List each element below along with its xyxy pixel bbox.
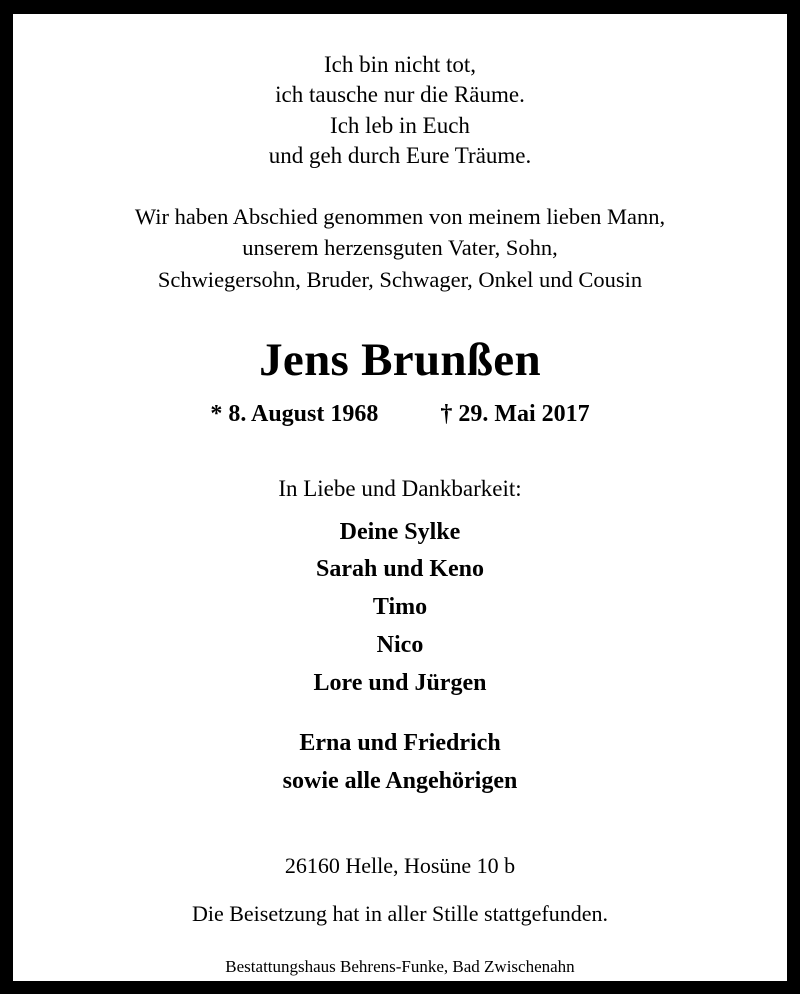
list-item: sowie alle Angehörigen xyxy=(282,768,518,795)
list-item: Sarah und Keno xyxy=(315,556,485,583)
poem-line-4: und geh durch Eure Träume. xyxy=(268,143,532,169)
memorial-poem xyxy=(269,50,532,171)
life-dates xyxy=(210,401,589,428)
dedication-label: In Liebe und Dankbarkeit: xyxy=(278,475,522,501)
list-item: Timo xyxy=(372,594,428,621)
funeral-provider: Bestattungshaus Behrens-Funke, Bad Zwischenahn xyxy=(225,956,575,976)
poem-line-3: Ich leb in Euch xyxy=(330,112,470,138)
address: 26160 Helle, Hosüne 10 b xyxy=(284,852,516,878)
poem-line-1: Ich bin nicht tot, xyxy=(323,52,476,77)
birth-date: * 8. August 1968 xyxy=(210,400,379,427)
list-item: Deine Sylke xyxy=(339,518,461,545)
funeral-note: Die Beisetzung hat in aller Stille stattgefunden. xyxy=(191,900,609,926)
deceased-name: Jens Brunßen xyxy=(259,333,541,386)
list-item: Lore und Jürgen xyxy=(313,670,487,697)
mourners-list xyxy=(283,514,518,801)
poem-line-2: ich tausche nur die Räume. xyxy=(275,82,525,108)
obituary-card xyxy=(13,14,787,981)
intro-line-2: unserem herzensguten Vater, Sohn, xyxy=(242,235,558,261)
farewell-intro xyxy=(135,201,665,294)
death-date: † 29. Mai 2017 xyxy=(440,400,590,427)
intro-line-1: Wir haben Abschied genommen von meinem lieben Mann, xyxy=(134,204,666,230)
list-item: Nico xyxy=(376,632,424,659)
list-item: Erna und Friedrich xyxy=(299,730,501,757)
intro-line-3: Schwiegersohn, Bruder, Schwager, Onkel und Cousin xyxy=(157,266,643,292)
